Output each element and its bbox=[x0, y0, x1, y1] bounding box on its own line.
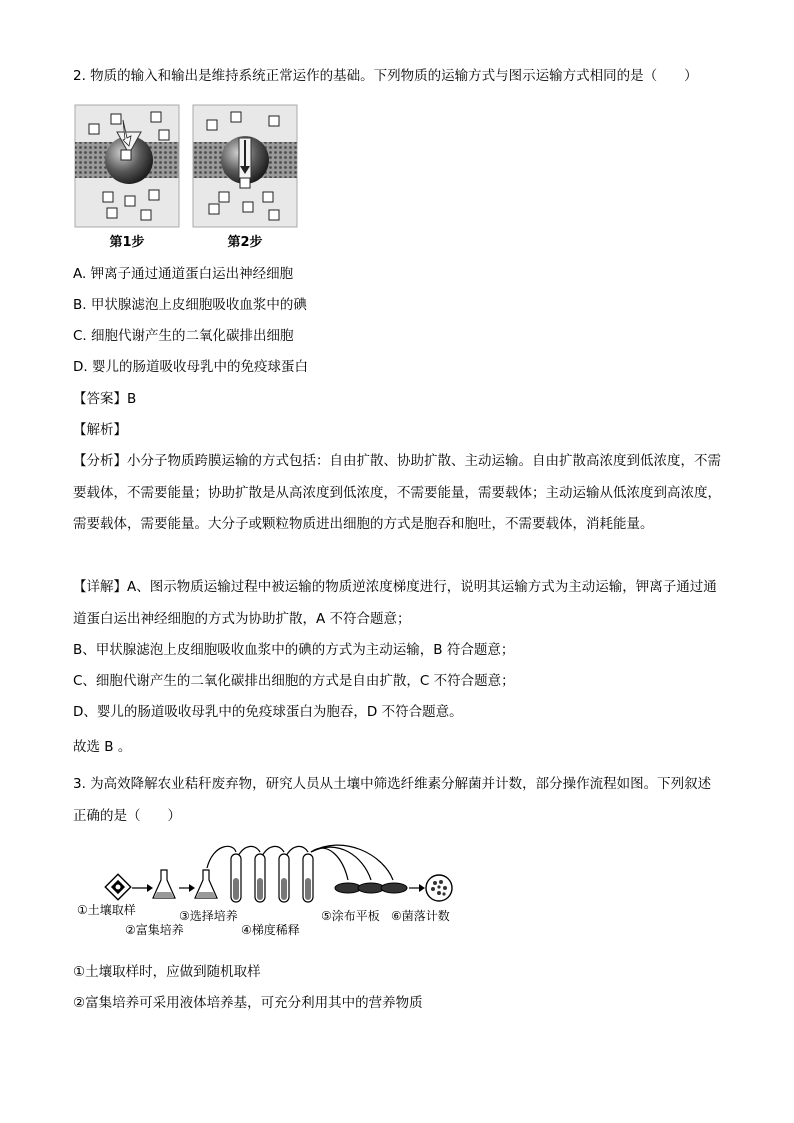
step2-panel bbox=[193, 105, 297, 250]
step-dilute-label: ④梯度稀释 bbox=[241, 923, 300, 937]
answer-line bbox=[73, 389, 136, 409]
fenxi-paragraph bbox=[73, 446, 723, 541]
step2-label: 第2步 bbox=[227, 235, 263, 250]
analysis-tag: 【解析】 bbox=[73, 422, 127, 438]
q2-option-a: A. 钾离子通过通道蛋白运出神经细胞 bbox=[73, 266, 294, 282]
answer-tag: 【答案】 bbox=[73, 391, 127, 407]
conclusion: 故选 B 。 bbox=[73, 739, 132, 755]
q3-statement-1: ①土壤取样时，应做到随机取样 bbox=[73, 964, 261, 980]
q3-statement-2: ②富集培养可采用液体培养基，可充分利用其中的营养物质 bbox=[73, 995, 423, 1011]
test-tubes bbox=[231, 854, 313, 902]
q2-option-c: C. 细胞代谢产生的二氧化碳排出细胞 bbox=[73, 328, 294, 344]
step1-panel bbox=[75, 105, 179, 250]
step1-label: 第1步 bbox=[109, 235, 145, 250]
flask-icon bbox=[153, 870, 175, 898]
q2-option-d: D. 婴儿的肠道吸收母乳中的免疫球蛋白 bbox=[73, 359, 308, 375]
detail-b: B、甲状腺滤泡上皮细胞吸收血浆中的碘的方式为主动运输，B 符合题意； bbox=[73, 642, 515, 658]
answer-value: B bbox=[127, 391, 137, 407]
step-select-label: ③选择培养 bbox=[179, 909, 238, 923]
xiangjie-tag: 【详解】 bbox=[73, 579, 127, 595]
step-spread-label: ⑤涂布平板 bbox=[321, 909, 380, 923]
flask-icon-2 bbox=[195, 870, 217, 898]
detail-d: D、婴儿的肠道吸收母乳中的免疫球蛋白为胞吞，D 不符合题意。 bbox=[73, 704, 463, 720]
fenxi-tag: 【分析】 bbox=[73, 453, 127, 469]
colony-plate bbox=[426, 875, 452, 901]
xiangjie-text: A、图示物质运输过程中被运输的物质逆浓度梯度进行，说明其运输方式为主动运输，钾离子通过通道蛋白运出神经细胞的方式为协助扩散，A 不符合题意； bbox=[73, 579, 717, 627]
q3-stem: 3. 为高效降解农业秸秆废弃物，研究人员从土壤中筛选纤维素分解菌并计数，部分操作流程如图。下列叙述正确的是（ ） bbox=[73, 776, 712, 824]
step-soil-label: ①土壤取样 bbox=[77, 903, 136, 917]
q2-option-b: B. 甲状腺滤泡上皮细胞吸收血浆中的碘 bbox=[73, 297, 307, 313]
fenxi-text: 小分子物质跨膜运输的方式包括：自由扩散、协助扩散、主动运输。自由扩散高浓度到低浓度，不需要载体，不需要能量；协助扩散是从高浓度到低浓度，不需要能量，需要载体；主动运输从低浓度到高浓度，需要载体，需要能量。大分子或颗粒物质进出细胞的方式是胞吞和胞吐，不需要载体，消耗能量。 bbox=[73, 453, 721, 532]
step-enrich-label: ②富集培养 bbox=[125, 923, 184, 937]
soil-sample-icon bbox=[105, 874, 130, 899]
xiangjie-paragraph bbox=[73, 572, 723, 635]
agar-plates bbox=[335, 883, 407, 893]
workflow-figure bbox=[73, 838, 473, 942]
q2-stem: 2. 物质的输入和输出是维持系统正常运作的基础。下列物质的运输方式与图示运输方式相同的是（ ） bbox=[73, 68, 698, 84]
detail-c: C、细胞代谢产生的二氧化碳排出细胞的方式是自由扩散，C 不符合题意； bbox=[73, 673, 515, 689]
transport-figure bbox=[73, 100, 303, 255]
step-count-label: ⑥菌落计数 bbox=[391, 909, 450, 923]
